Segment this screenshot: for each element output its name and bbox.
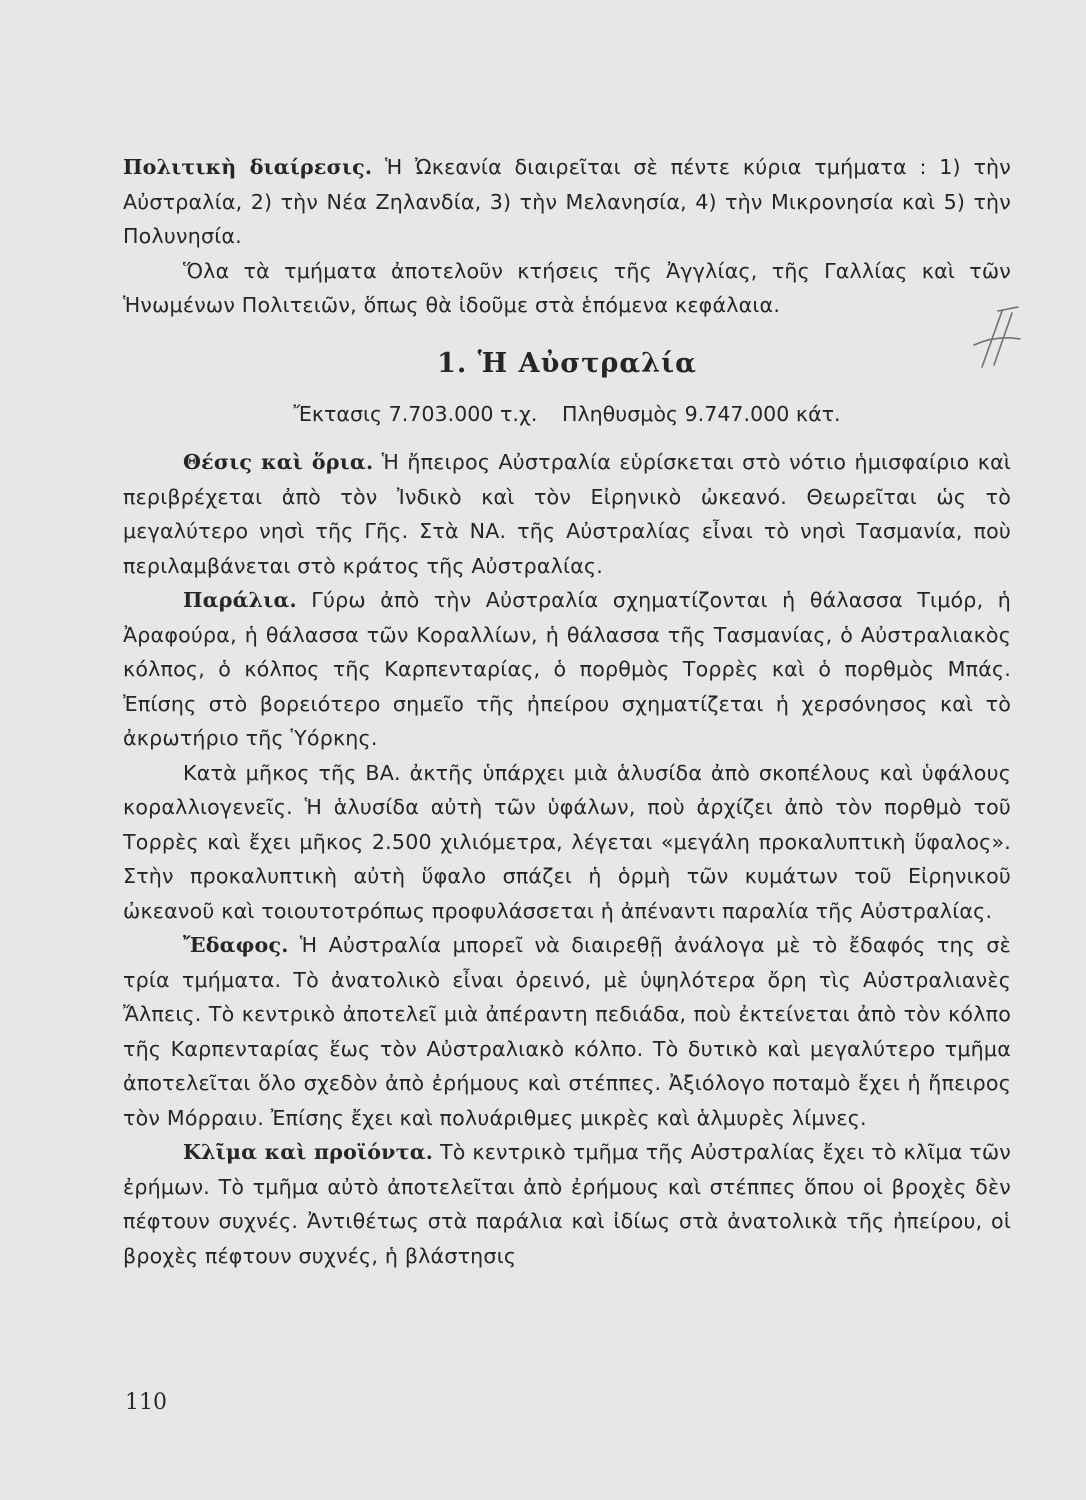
- coasts-text: Γύρω ἀπὸ τὴν Αὐστραλία σχηματίζονται ἡ θάλασσα Τιμόρ, ἡ Ἀραφούρα, ἡ θάλασσα τῶν Κοραλλίων, ἡ θάλασσα τῆς Τασμανίας, ὁ Αὐστραλιακὸς κόλπος, ὁ κόλπος τῆς Καρπενταρίας, ὁ πορθμὸς Τορρὲς καὶ ὁ πορθμὸς Μπάς. Ἐπίσης στὸ βορειότερο σημεῖο τῆς ἠπείρου σχηματίζεται ἡ χερσόνησος καὶ τὸ ἀκρωτήριο τῆς Ὑόρκης.: [123, 588, 1011, 750]
- area-stat: Ἔκτασις 7.703.000 τ.χ.: [293, 401, 538, 426]
- climate-text: Τὸ κεντρικὸ τμῆμα τῆς Αὐστραλίας ἔχει τὸ κλῖμα τῶν ἐρήμων. Τὸ τμῆμα αὐτὸ ἀποτελεῖται ἀπὸ ἐρήμους καὶ στέππες ὅπου οἱ βροχὲς δὲν πέφτουν συχνές. Ἀντιθέτως στὰ παράλια καὶ ἰδίως στὰ ἀνατολικὰ τῆς ἠπείρου, οἱ βροχὲς πέφτουν συχνές, ἡ βλάστησις: [123, 1140, 1011, 1268]
- coasts-heading: Παράλια.: [183, 588, 297, 612]
- position-paragraph: [123, 445, 1011, 583]
- position-text: Ἡ ἤπειρος Αὐστραλία εὑρίσκεται στὸ νότιο ἡμισφαίριο καὶ περιβρέχεται ἀπὸ τὸν Ἰνδικὸ καὶ τὸν Εἰρηνικὸ ὠκεανό. Θεωρεῖται ὡς τὸ μεγαλύτερο νησὶ τῆς Γῆς. Στὰ ΝΑ. τῆς Αὐστραλίας εἶναι τὸ νησὶ Τασμανία, ποὺ περιλαμβάνεται στὸ κράτος τῆς Αὐστραλίας.: [123, 450, 1012, 578]
- climate-heading: Κλῖμα καὶ προϊόντα.: [183, 1140, 434, 1164]
- soil-heading: Ἔδαφος.: [183, 933, 289, 957]
- page-number: 110: [125, 1390, 167, 1415]
- coasts-paragraph: [123, 583, 1011, 756]
- soil-paragraph: [123, 928, 1011, 1135]
- intro-paragraph-2: Ὅλα τὰ τμήματα ἀποτελοῦν κτήσεις τῆς Ἀγγλίας, τῆς Γαλλίας καὶ τῶν Ἡνωμένων Πολιτειῶν, ὅπως θὰ ἰδοῦμε στὰ ἑπόμενα κεφάλαια.: [123, 258, 1011, 317]
- coasts-paragraph-2: Κατὰ μῆκος τῆς ΒΑ. ἀκτῆς ὑπάρχει μιὰ ἁλυσίδα ἀπὸ σκοπέλους καὶ ὑφάλους κοραλλιογενεῖς. Ἡ ἁλυσίδα αὐτὴ τῶν ὑφάλων, ποὺ ἀρχίζει ἀπὸ τὸν πορθμὸ τοῦ Τορρὲς καὶ ἔχει μῆκος 2.500 χιλιόμετρα, λέγεται «μεγάλη προκαλυπτικὴ ὕφαλος». Στὴν προκαλυπτικὴ αὐτὴ ὕφαλο σπάζει ἡ ὁρμὴ τῶν κυμάτων τοῦ Εἰρηνικοῦ ὠκεανοῦ καὶ τοιουτοτρόπως προφυλάσσεται ἡ ἀπέναντι παραλία τῆς Αὐστραλίας.: [123, 760, 1011, 923]
- intro-heading: Πολιτικὴ διαίρεσις.: [123, 155, 373, 179]
- climate-paragraph: [123, 1135, 1011, 1273]
- pencil-annotation-mark: [968, 305, 1024, 375]
- chapter-title: 1. Ἡ Αὐστραλία: [437, 347, 697, 379]
- population-stat: Πληθυσμὸς 9.747.000 κάτ.: [561, 401, 841, 426]
- soil-text: Ἡ Αὐστραλία μπορεῖ νὰ διαιρεθῇ ἀνάλογα μὲ τὸ ἔδαφός της σὲ τρία τμήματα. Τὸ ἀνατολικὸ εἶναι ὀρεινό, μὲ ὑψηλότερα ὄρη τὶς Αὐστραλιανὲς Ἄλπεις. Τὸ κεντρικὸ ἀποτελεῖ μιὰ ἀπέραντη πεδιάδα, ποὺ ἐκτείνεται ἀπὸ τὸν κόλπο τῆς Καρπενταρίας ἕως τὸν Αὐστραλιακὸ κόλπο. Τὸ δυτικὸ καὶ μεγαλύτερο τμῆμα ἀποτελεῖται ὅλο σχεδὸν ἀπὸ ἐρήμους καὶ στέππες. Ἀξιόλογο ποταμὸ ἔχει ἡ ἤπειρος τὸν Μόρραιυ. Ἐπίσης ἔχει καὶ πολυάριθμες μικρὲς καὶ ἁλμυρὲς λίμνες.: [123, 933, 1011, 1130]
- chapter-stats: [123, 397, 1011, 432]
- page-body: [123, 150, 1011, 1273]
- position-heading: Θέσις καὶ ὅρια.: [183, 450, 374, 474]
- intro-paragraph: [123, 150, 1011, 254]
- intro-text: Ἡ Ὠκεανία διαιρεῖται σὲ πέντε κύρια τμήματα : 1) τὴν Αὐστραλία, 2) τὴν Νέα Ζηλανδία, 3) τὴν Μελανησία, 4) τὴν Μικρονησία καὶ 5) τὴν Πολυνησία.: [123, 155, 1012, 248]
